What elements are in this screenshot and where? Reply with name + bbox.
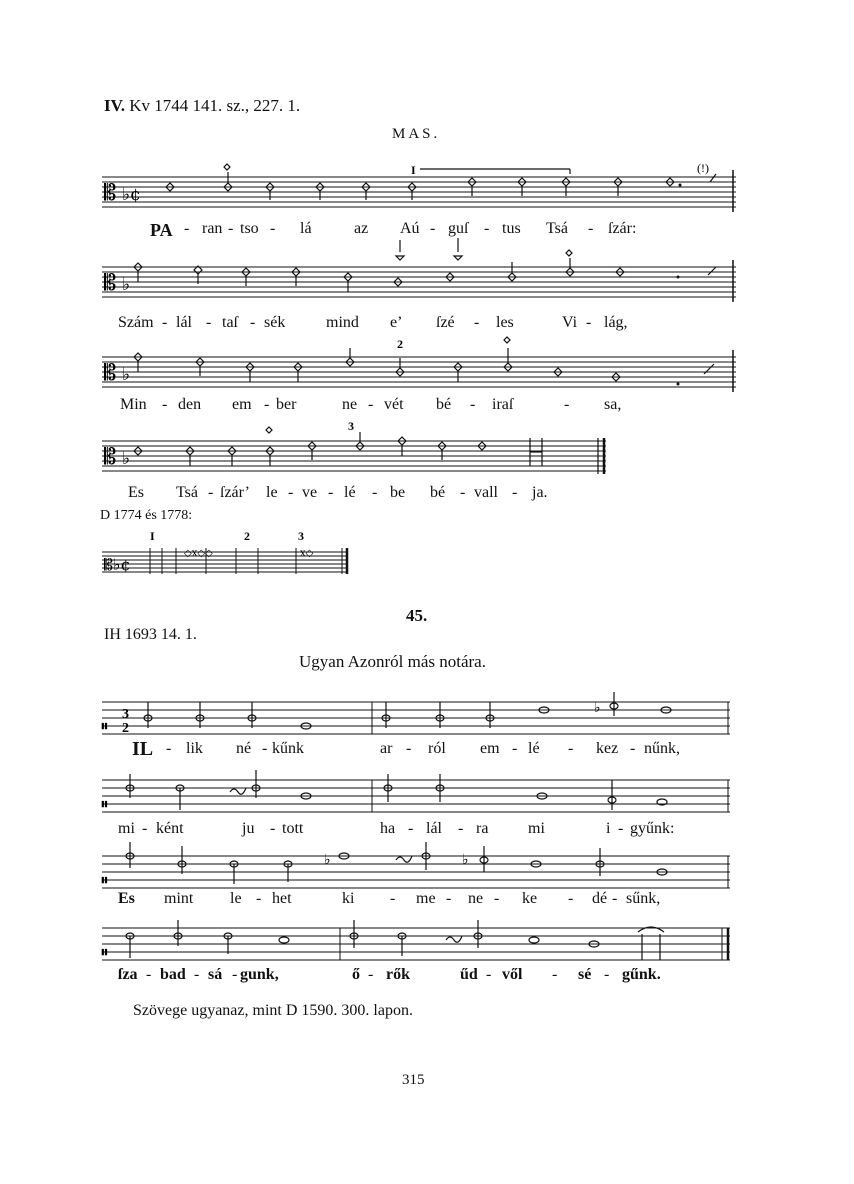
svg-text:x◇: x◇ xyxy=(300,548,314,559)
variant-mark-2: 2 xyxy=(244,529,250,543)
lyrics-iv-line-2: Szám - lál - taſ - sék mind e’ ſzé - les Vi - lág, xyxy=(118,314,628,331)
svg-text:𝄡: 𝄡 xyxy=(104,445,117,470)
svg-text:𝄡♭¢: 𝄡♭¢ xyxy=(104,555,131,574)
staff-45-2 xyxy=(100,766,740,826)
svg-text:2: 2 xyxy=(122,721,129,736)
variant-mark-3: 3 xyxy=(298,529,304,543)
staff-iv-4 xyxy=(100,419,620,484)
svg-text:♭: ♭ xyxy=(122,275,131,295)
lyrics-45-line-4: ſza - bad - sá - gunk, ő - rők űd - vől - sé - gűnk. xyxy=(118,966,661,983)
hymn-subtitle: Ugyan Azonról más notára. xyxy=(299,652,486,671)
hymn-heading xyxy=(104,96,300,116)
variant-staff xyxy=(100,526,360,576)
variant-label: D 1774 és 1778: xyxy=(100,508,193,523)
svg-text:♭: ♭ xyxy=(122,449,131,469)
staff-45-1 xyxy=(100,688,740,748)
svg-text:𝄥: 𝄥 xyxy=(102,797,107,814)
staff-iv-2 xyxy=(100,250,740,310)
hymn-heading-number: IV. xyxy=(104,96,125,115)
lyrics-iv-line-1: PA - ran - tso - lá az Aú - guſ - tus Tsá - ſzár: xyxy=(150,220,637,240)
svg-text:◇x◇◇: ◇x◇◇ xyxy=(184,548,213,559)
variant-mark-1: I xyxy=(150,529,155,543)
svg-text:𝄥: 𝄥 xyxy=(102,719,107,736)
text-note: Szövege ugyanaz, mint D 1590. 300. lapon. xyxy=(133,1002,413,1019)
svg-text:𝄥: 𝄥 xyxy=(102,945,107,962)
staff-45-4 xyxy=(100,914,740,974)
phrase-mark-i: I xyxy=(411,163,416,177)
svg-text:♭: ♭ xyxy=(594,701,601,716)
hymn-heading-source: Kv 1744 141. sz., 227. 1. xyxy=(129,96,301,115)
lyrics-iv-line-3: Min - den em - ber ne - vét bé - iraſ - sa, xyxy=(120,396,622,413)
phrase-mark-2: 2 xyxy=(397,337,403,351)
svg-text:3: 3 xyxy=(122,707,129,722)
hymn-source: IH 1693 14. 1. xyxy=(104,626,197,643)
svg-text:𝄡: 𝄡 xyxy=(104,271,117,296)
svg-text:𝄡: 𝄡 xyxy=(104,361,117,386)
lyrics-iv-line-4: Es Tsá - ſzár’ le - ve - lé - be bé - vall - ja. xyxy=(128,484,548,501)
svg-text:𝄡: 𝄡 xyxy=(104,181,117,206)
phrase-mark-3: 3 xyxy=(348,419,354,433)
svg-text:♭: ♭ xyxy=(462,853,469,868)
svg-text:♭¢: ♭¢ xyxy=(122,185,141,205)
hymn-number: 45. xyxy=(406,606,428,625)
svg-text:♭: ♭ xyxy=(122,365,131,385)
exclamation-mark: (!) xyxy=(697,161,709,175)
svg-text:♭: ♭ xyxy=(324,853,331,868)
svg-text:𝄥: 𝄥 xyxy=(102,873,107,890)
staff-iv-3 xyxy=(100,337,740,400)
lyrics-45-line-3: Es mint le - het ki - me - ne - ke - dé - sűnk, xyxy=(118,890,661,907)
hymn-title: MAS. xyxy=(392,126,441,142)
staff-iv-1 xyxy=(100,160,740,220)
page-number: 315 xyxy=(402,1072,425,1088)
lyrics-45-line-1: IL - lik né - kűnk ar - ról em - lé - kez - nűnk, xyxy=(132,738,680,760)
lyrics-45-line-2: mi - ként ju - tott ha - lál - ra mi i - gyűnk: xyxy=(118,820,675,837)
